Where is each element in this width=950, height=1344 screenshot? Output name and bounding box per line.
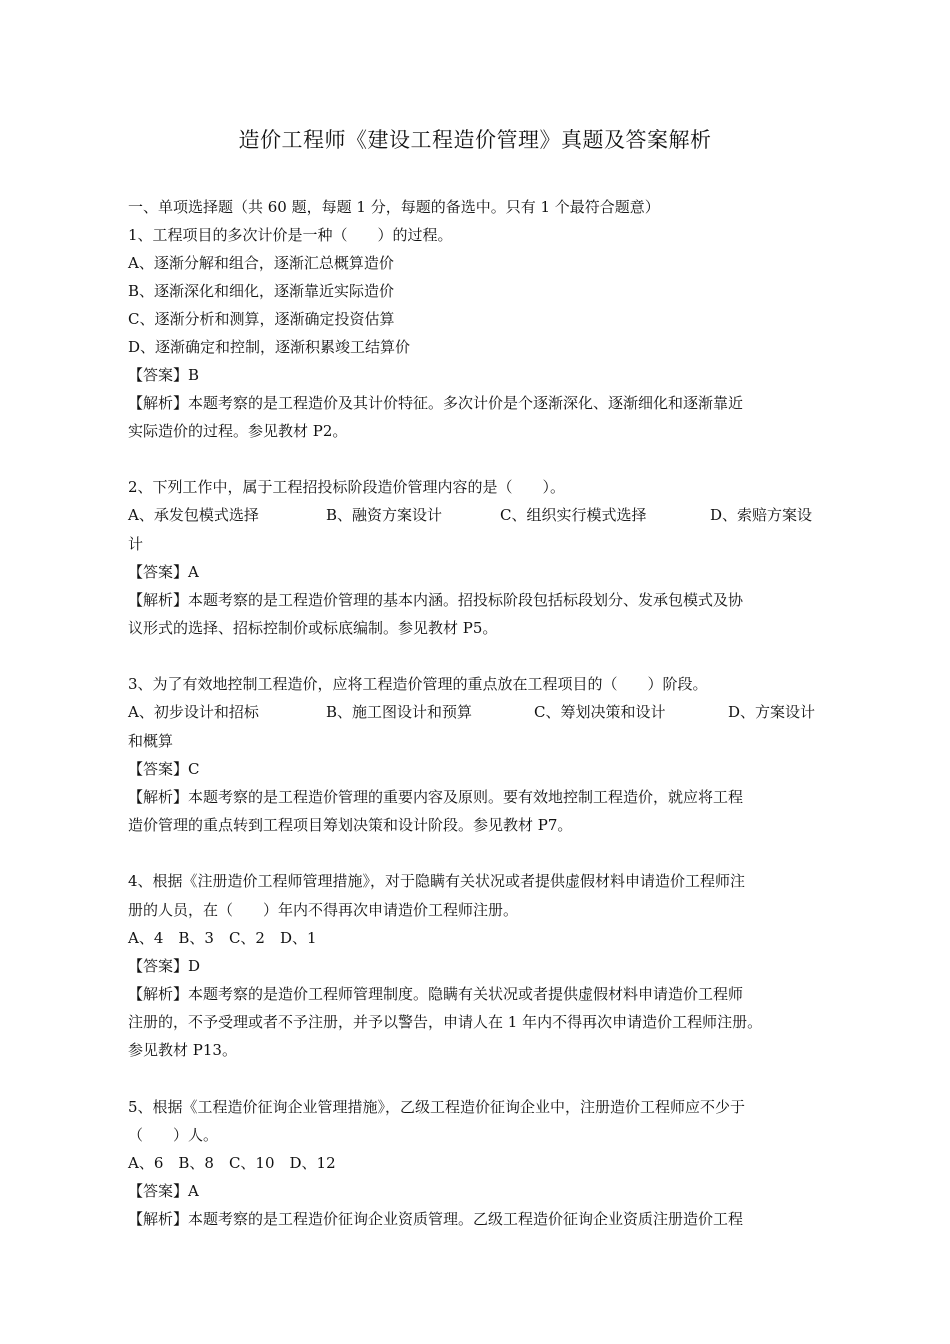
question-3-option-d: D、方案设计 <box>728 703 816 721</box>
question-1-option-d: D、逐渐确定和控制，逐渐积累竣工结算价 <box>128 338 411 356</box>
question-5-options: A、6 B、8 C、10 D、12 <box>128 1154 336 1172</box>
question-2-answer: 【答案】A <box>128 563 199 581</box>
question-3-analysis-line-1: 【解析】本题考察的是工程造价管理的重要内容及原则。要有效地控制工程造价，就应将工程 <box>128 788 744 806</box>
question-2-option-b: B、融资方案设计 <box>326 506 443 524</box>
question-4-analysis-line-2: 注册的，不予受理或者不予注册，并予以警告，申请人在 1 年内不得再次申请造价工程师注册。 <box>128 1013 763 1031</box>
question-3-analysis-line-2: 造价管理的重点转到工程项目筹划决策和设计阶段。参见教材 P7。 <box>128 816 573 834</box>
question-1-answer: 【答案】B <box>128 366 200 384</box>
question-5-stem-line-2: （ ）人。 <box>128 1126 219 1144</box>
question-1-analysis-line-2: 实际造价的过程。参见教材 P2。 <box>128 422 348 440</box>
question-2-option-c: C、组织实行模式选择 <box>500 506 647 524</box>
question-2-option-d: D、索赔方案设 <box>710 506 813 524</box>
question-4-analysis-line-3: 参见教材 P13。 <box>128 1041 237 1059</box>
question-5-answer: 【答案】A <box>128 1182 199 1200</box>
question-2-option-a: A、承发包模式选择 <box>128 506 259 524</box>
question-4-analysis-line-1: 【解析】本题考察的是造价工程师管理制度。隐瞒有关状况或者提供虚假材料申请造价工程师 <box>128 985 744 1003</box>
question-3-stem: 3、为了有效地控制工程造价，应将工程造价管理的重点放在工程项目的（ ）阶段。 <box>128 675 708 693</box>
question-4-options: A、4 B、3 C、2 D、1 <box>128 929 317 947</box>
question-1-option-c: C、逐渐分析和测算，逐渐确定投资估算 <box>128 310 395 328</box>
question-3-option-b: B、施工图设计和预算 <box>326 703 473 721</box>
question-3-answer: 【答案】C <box>128 760 200 778</box>
question-3-options-wrap: 和概算 <box>128 732 174 750</box>
question-5-analysis-line-1: 【解析】本题考察的是工程造价征询企业资质管理。乙级工程造价征询企业资质注册造价工程 <box>128 1210 744 1228</box>
question-2-stem: 2、下列工作中，属于工程招投标阶段造价管理内容的是（ ）。 <box>128 478 566 496</box>
document-title: 造价工程师《建设工程造价管理》真题及答案解析 <box>238 128 712 152</box>
question-3-option-c: C、筹划决策和设计 <box>534 703 666 721</box>
question-2-analysis-line-2: 议形式的选择、招标控制价或标底编制。参见教材 P5。 <box>128 619 498 637</box>
question-1-analysis-line-1: 【解析】本题考察的是工程造价及其计价特征。多次计价是个逐渐深化、逐渐细化和逐渐靠近 <box>128 394 744 412</box>
question-1-option-b: B、逐渐深化和细化，逐渐靠近实际造价 <box>128 282 395 300</box>
question-1-option-a: A、逐渐分解和组合，逐渐汇总概算造价 <box>128 254 394 272</box>
question-2-analysis-line-1: 【解析】本题考察的是工程造价管理的基本内涵。招投标阶段包括标段划分、发承包模式及协 <box>128 591 744 609</box>
question-4-stem-line-2: 册的人员，在（ ）年内不得再次申请造价工程师注册。 <box>128 901 519 919</box>
question-5-stem-line-1: 5、根据《工程造价征询企业管理措施》，乙级工程造价征询企业中，注册造价工程师应不少于 <box>128 1098 746 1116</box>
section-header: 一、单项选择题（共 60 题，每题 1 分，每题的备选中。只有 1 个最符合题意） <box>128 198 660 216</box>
question-1-stem: 1、工程项目的多次计价是一种（ ）的过程。 <box>128 226 453 244</box>
question-4-stem-line-1: 4、根据《注册造价工程师管理措施》，对于隐瞒有关状况或者提供虚假材料申请造价工程师注 <box>128 872 746 890</box>
question-4-answer: 【答案】D <box>128 957 201 975</box>
question-2-options-wrap: 计 <box>128 535 144 553</box>
question-3-option-a: A、初步设计和招标 <box>128 703 259 721</box>
